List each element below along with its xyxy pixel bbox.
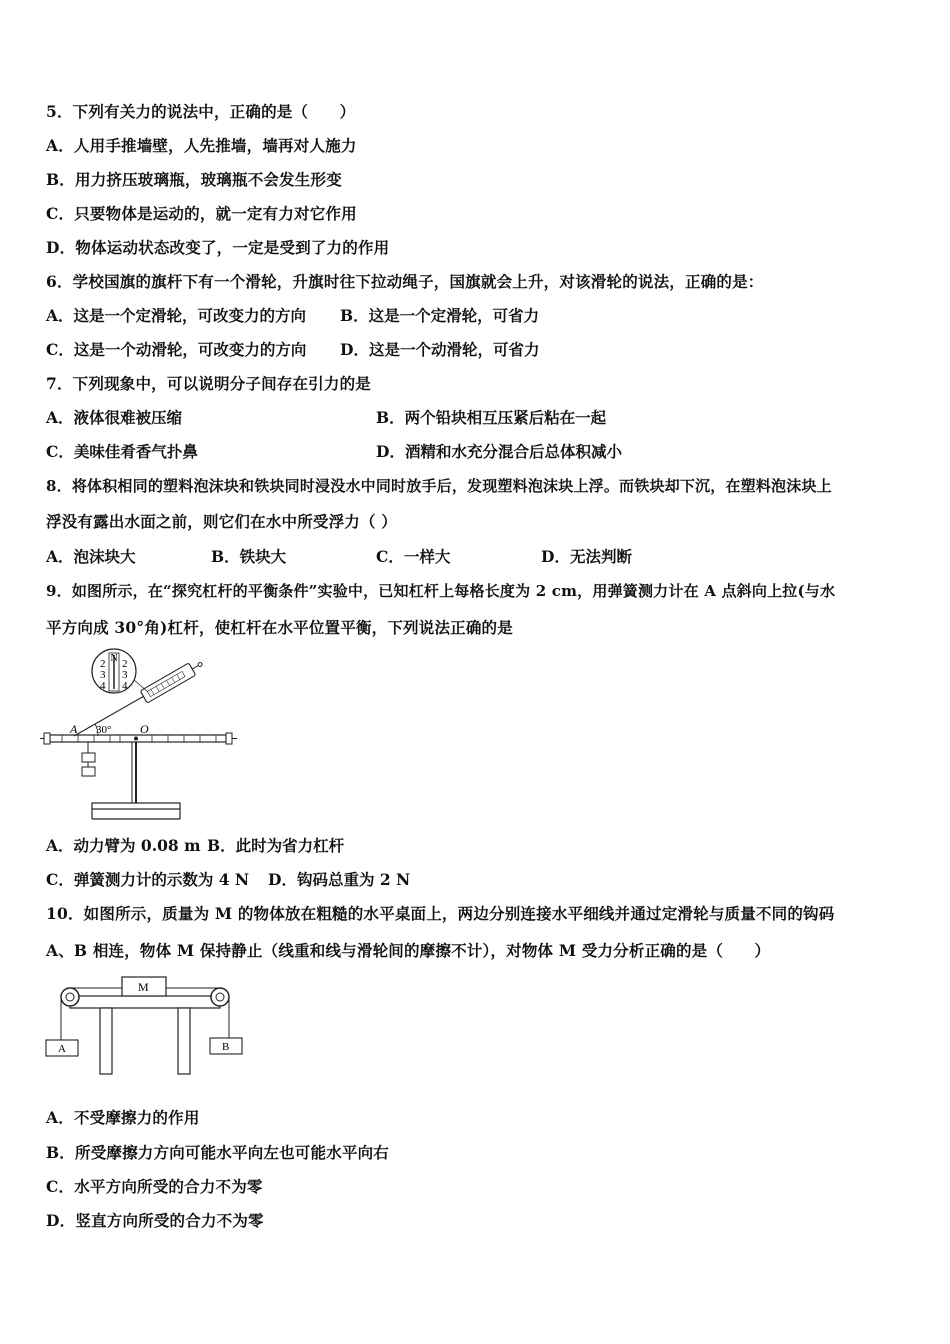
hook-weight-2 [82,767,95,776]
q8-option-d: D．无法判断 [541,547,632,566]
q5-option-b: B．用力挤压玻璃瓶，玻璃瓶不会发生形变 [46,170,342,189]
q8-option-c: C．一样大 [376,547,451,566]
q6-option-b: B．这是一个定滑轮，可省力 [340,306,540,325]
q9-stem-line1: 9．如图所示，在“探究杠杆的平衡条件”实验中，已知杠杆上每格长度为 2 cm，用弹簧测力计在 A 点斜向上拉(与水 [46,582,836,600]
q9-option-d: D．钩码总重为 2 N [268,870,411,889]
q10-option-d: D．竖直方向所受的合力不为零 [46,1211,264,1230]
q6-option-a: A．这是一个定滑轮，可改变力的方向 [46,306,307,325]
scale-left-4: 4 [100,680,106,692]
q9-option-a: A．动力臂为 0.08 m [46,836,201,855]
scale-right-2: 2 [122,658,128,670]
q5-option-d: D．物体运动状态改变了，一定是受到了力的作用 [46,238,390,257]
block-m-label: M [138,980,149,994]
q6-stem: 6．学校国旗的旗杆下有一个滑轮，升旗时往下拉动绳子，国旗就会上升，对该滑轮的说法，正确的是： [46,272,764,291]
q10-option-c: C．水平方向所受的合力不为零 [46,1177,263,1196]
table-leg-right [178,1008,190,1074]
pulley-right [211,988,229,1006]
q9-option-c: C．弹簧测力计的示数为 4 N [46,870,250,889]
scale-left-3: 3 [100,669,106,681]
q5-option-a: A．人用手推墙壁，人先推墙，墙再对人施力 [46,136,357,155]
q10-option-a: A．不受摩擦力的作用 [46,1108,200,1127]
point-o-label: O [140,722,149,736]
pulley-left [61,988,79,1006]
scale-left-2: 2 [100,658,106,670]
q5-option-c: C．只要物体是运动的，就一定有力对它作用 [46,204,357,223]
angle-label: 30° [96,724,112,736]
table-leg-left [100,1008,112,1074]
q10-stem-line1: 10．如图所示，质量为 M 的物体放在粗糙的水平桌面上，两边分别连接水平细线并通过定滑轮与质量不同的钩码 [46,904,835,923]
pivot-point [134,737,138,741]
q10-stem-line2: A、B 相连，物体 M 保持静止（线重和线与滑轮间的摩擦不计），对物体 M 受力分析正确的是（ ） [46,941,771,960]
hook-weight-1 [82,753,95,762]
lever-figure [40,645,240,825]
q5-stem: 5．下列有关力的说法中，正确的是（ ） [46,102,356,121]
q7-option-a: A．液体很难被压缩 [46,408,183,427]
q7-option-b: B．两个铅块相互压紧后粘在一起 [376,408,607,427]
q8-stem-line2: 浮没有露出水面之前，则它们在水中所受浮力（ ） [46,512,397,531]
q9-stem-line2: 平方向成 30°角)杠杆，使杠杆在水平位置平衡，下列说法正确的是 [46,618,513,637]
q9-option-b: B．此时为省力杠杆 [207,836,345,855]
point-a-label: A [70,722,78,736]
scale-right-3: 3 [122,669,128,681]
weight-a-label: A [58,1043,66,1055]
table-pulley-figure [40,972,250,1082]
q8-option-b: B．铁块大 [211,547,287,566]
q7-option-c: C．美味佳肴香气扑鼻 [46,442,198,461]
q7-stem: 7．下列现象中，可以说明分子间存在引力的是 [46,374,371,393]
q10-option-b: B．所受摩擦力方向可能水平向左也可能水平向右 [46,1143,390,1162]
table-top [70,996,220,1008]
scale-right-4: 4 [122,680,128,692]
weight-b-label: B [222,1041,230,1053]
stand-base [92,803,180,809]
q8-option-a: A．泡沫块大 [46,547,136,566]
scale-unit: N [110,653,118,664]
q7-option-d: D．酒精和水充分混合后总体积减小 [376,442,622,461]
q6-option-c: C．这是一个动滑轮，可改变力的方向 [46,340,307,359]
q6-option-d: D．这是一个动滑轮，可省力 [340,340,540,359]
q8-stem-line1: 8．将体积相同的塑料泡沫块和铁块同时浸没水中同时放手后，发现塑料泡沫块上浮。而铁块却下沉，在塑料泡沫块上 [46,477,832,495]
